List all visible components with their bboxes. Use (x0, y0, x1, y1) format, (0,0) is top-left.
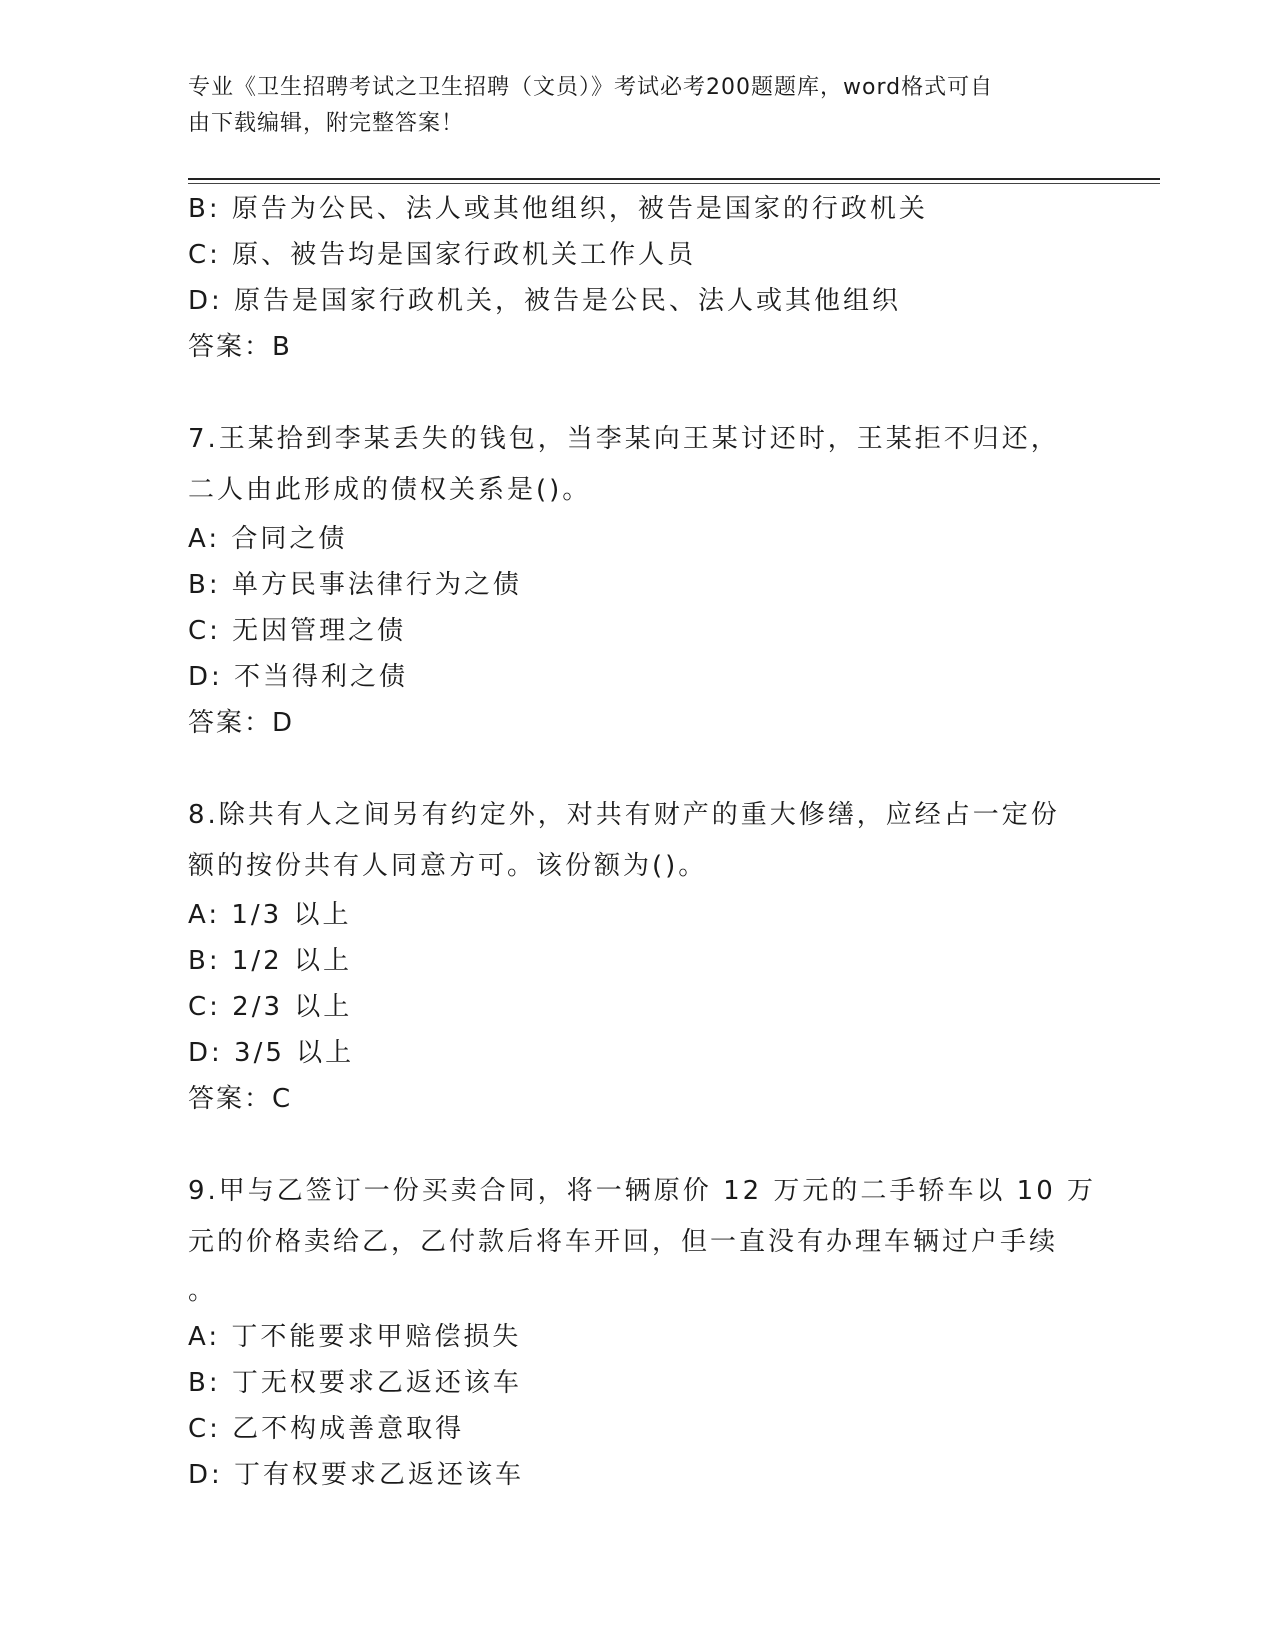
option-b: B: 单方民事法律行为之债 (188, 570, 522, 600)
answer-label: 答案：C (188, 1084, 293, 1114)
option-c: C: 原、被告均是国家行政机关工作人员 (188, 240, 697, 270)
option-b: B: 丁无权要求乙返还该车 (188, 1368, 522, 1398)
question-stem: 二人由此形成的债权关系是()。 (188, 475, 592, 505)
question-stem: 7.王某拾到李某丢失的钱包，当李某向王某讨还时，王某拒不归还， (188, 424, 1060, 454)
option-d: D: 丁有权要求乙返还该车 (188, 1460, 525, 1490)
question-stem: 。 (188, 1276, 218, 1306)
question-stem: 元的价格卖给乙，乙付款后将车开回，但一直没有办理车辆过户手续 (188, 1227, 1059, 1257)
question-9 (188, 1166, 1097, 1498)
question-stem: 9.甲与乙签订一份买卖合同，将一辆原价 12 万元的二手轿车以 10 万 (188, 1176, 1097, 1206)
answer-label: 答案：D (188, 708, 295, 738)
header-rule-thin (188, 183, 1160, 184)
spacer (188, 746, 1068, 790)
question-8 (188, 790, 1068, 1122)
header-line-1: 专业《卫生招聘考试之卫生招聘（文员）》考试必考200题题库，word格式可自 (188, 75, 994, 100)
option-b: B: 原告为公民、法人或其他组织，被告是国家的行政机关 (188, 194, 928, 224)
question-6-continuation (188, 186, 1068, 370)
spacer (188, 370, 1068, 414)
question-content (188, 186, 1097, 1498)
question-7 (188, 414, 1068, 746)
question-stem: 8.除共有人之间另有约定外，对共有财产的重大修缮，应经占一定份 (188, 800, 1060, 830)
option-d: D: 不当得利之债 (188, 662, 409, 692)
option-a: A: 合同之债 (188, 524, 348, 554)
header-rule-thick (188, 178, 1160, 180)
option-c: C: 无因管理之债 (188, 616, 407, 646)
spacer (188, 1122, 1068, 1166)
option-a: A: 丁不能要求甲赔偿损失 (188, 1322, 522, 1352)
option-d: D: 3/5 以上 (188, 1038, 355, 1068)
option-a: A: 1/3 以上 (188, 900, 352, 930)
document-header (188, 70, 1068, 142)
option-c: C: 乙不构成善意取得 (188, 1414, 465, 1444)
header-line-2: 由下载编辑，附完整答案！ (188, 111, 465, 136)
option-c: C: 2/3 以上 (188, 992, 353, 1022)
option-b: B: 1/2 以上 (188, 946, 352, 976)
answer-label: 答案：B (188, 332, 292, 362)
option-d: D: 原告是国家行政机关，被告是公民、法人或其他组织 (188, 286, 902, 316)
question-stem: 额的按份共有人同意方可。该份额为()。 (188, 851, 708, 881)
